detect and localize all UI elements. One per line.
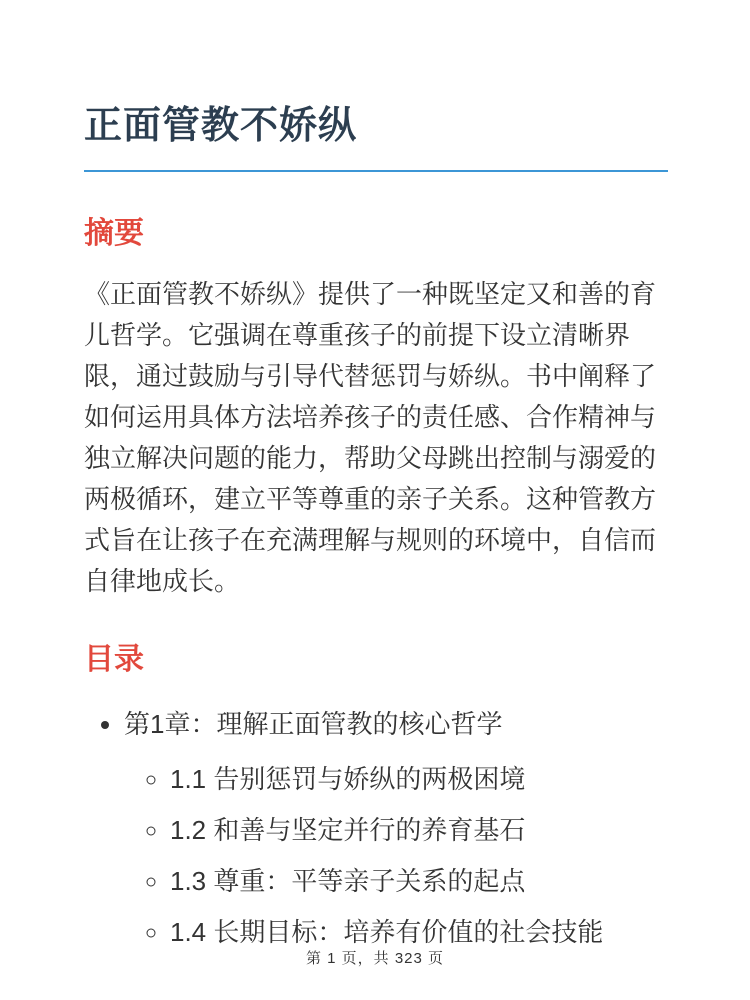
abstract-heading: 摘要 [84,216,144,250]
toc-subitem-1-4: ◦ 1.4 长期目标：培养有价值的社会技能 [170,916,668,950]
toc-chapter-item: • 第1章：理解正面管教的核心哲学 [124,708,668,742]
toc-subitem-1-2: ◦ 1.2 和善与坚定并行的养育基石 [170,814,668,848]
toc-sublist [124,763,668,949]
toc-subitem-1-1: ◦ 1.1 告别惩罚与娇纵的两极困境 [170,763,668,797]
toc-subitem-1-3: ◦ 1.3 尊重：平等亲子关系的起点 [170,865,668,899]
title-divider [84,170,668,172]
toc-list [84,708,668,950]
document-title: 正面管教不娇纵 [84,105,358,147]
abstract-paragraph: 《正面管教不娇纵》提供了一种既坚定又和善的育儿哲学。它强调在尊重孩子的前提下设立清晰界限，通过鼓励与引导代替惩罚与娇纵。书中阐释了如何运用具体方法培养孩子的责任感、合作精神与独立解决问题的能力，帮助父母跳出控制与溺爱的两极循环，建立平等尊重的亲子关系。这种管教方式旨在让孩子在充满理解与规则的环境中，自信而自律地成长。 [84,278,657,596]
toc-heading: 目录 [84,642,144,676]
page-number-footer: 第 1 页，共 323 页 [305,950,445,967]
